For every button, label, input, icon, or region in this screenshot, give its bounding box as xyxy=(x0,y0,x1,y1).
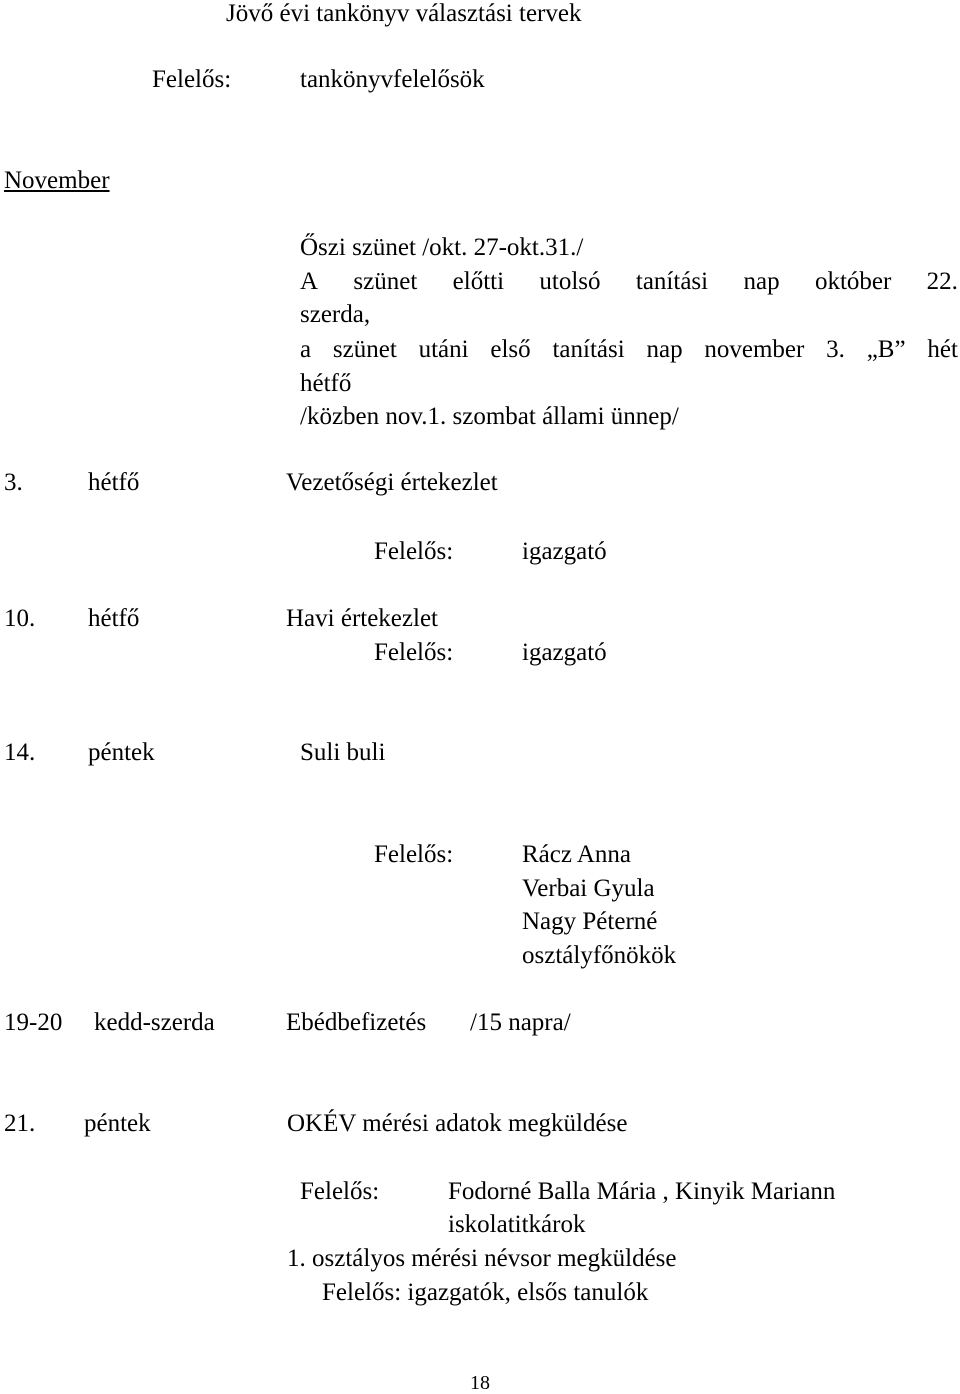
event-weekday: péntek xyxy=(84,1110,151,1137)
event-weekday: kedd-szerda xyxy=(94,1009,215,1036)
word: első xyxy=(490,336,531,363)
heading-responsible-label: Felelős: xyxy=(152,66,232,93)
event-day: 19-20 xyxy=(4,1009,63,1036)
word: a xyxy=(300,336,312,363)
word: nap xyxy=(743,268,780,295)
event-title: OKÉV mérési adatok megküldése xyxy=(287,1110,628,1137)
break-note-line-1: Őszi szünet /okt. 27-okt.31./ xyxy=(300,234,584,261)
event-title: Suli buli xyxy=(300,739,386,766)
event-title: Vezetőségi értekezlet xyxy=(286,469,498,496)
event-weekday: hétfő xyxy=(88,469,140,496)
event-day: 21. xyxy=(4,1110,36,1137)
word: „B” xyxy=(866,336,906,363)
break-note-line-5: hétfő xyxy=(300,370,352,397)
break-note-line-6: /közben nov.1. szombat állami ünnep/ xyxy=(300,403,679,430)
word: A xyxy=(300,268,319,295)
word: október xyxy=(814,268,892,295)
event-sub-item: 1. osztályos mérési névsor megküldése xyxy=(287,1245,677,1272)
event-responsible-label: Felelős: xyxy=(374,639,454,666)
word: 3. xyxy=(826,336,845,363)
break-note-line-4 xyxy=(300,337,958,362)
event-weekday: hétfő xyxy=(88,605,140,632)
word: utáni xyxy=(418,336,469,363)
word: utolsó xyxy=(539,268,601,295)
event-responsible-label: Felelős: xyxy=(374,841,454,868)
break-note-line-3: szerda, xyxy=(300,301,371,328)
word: hét xyxy=(927,336,958,363)
event-responsible: iskolatitkárok xyxy=(448,1211,586,1238)
word: tanítási xyxy=(635,268,709,295)
word: előtti xyxy=(452,268,505,295)
event-title: Havi értekezlet xyxy=(286,605,438,632)
event-responsible: igazgató xyxy=(522,639,607,666)
event-responsible: Fodorné Balla Mária , Kinyik Mariann xyxy=(448,1178,836,1205)
event-responsible: osztályfőnökök xyxy=(522,942,677,969)
page-number: 18 xyxy=(470,1372,490,1394)
word: nap xyxy=(646,336,683,363)
word: szünet xyxy=(353,268,418,295)
event-sub-responsible: Felelős: igazgatók, elsős tanulók xyxy=(322,1279,649,1306)
event-title: Ebédbefizetés xyxy=(286,1009,427,1036)
word: november xyxy=(704,336,805,363)
event-weekday: péntek xyxy=(88,739,155,766)
event-day: 3. xyxy=(4,469,23,496)
event-responsible: Verbai Gyula xyxy=(522,875,655,902)
word: szünet xyxy=(332,336,397,363)
event-responsible: igazgató xyxy=(522,538,607,565)
event-note: /15 napra/ xyxy=(470,1009,571,1036)
month-heading: November xyxy=(4,167,110,194)
event-responsible-label: Felelős: xyxy=(374,538,454,565)
event-day: 14. xyxy=(4,739,36,766)
break-note-line-2 xyxy=(300,269,958,294)
event-day: 10. xyxy=(4,605,36,632)
word: 22. xyxy=(926,268,958,295)
event-responsible: Nagy Péterné xyxy=(522,908,658,935)
event-responsible-label: Felelős: xyxy=(300,1178,380,1205)
page-title: Jövő évi tankönyv választási tervek xyxy=(226,0,582,27)
event-responsible: Rácz Anna xyxy=(522,841,631,868)
word: tanítási xyxy=(552,336,625,363)
heading-responsible-value: tankönyvfelelősök xyxy=(300,66,485,93)
